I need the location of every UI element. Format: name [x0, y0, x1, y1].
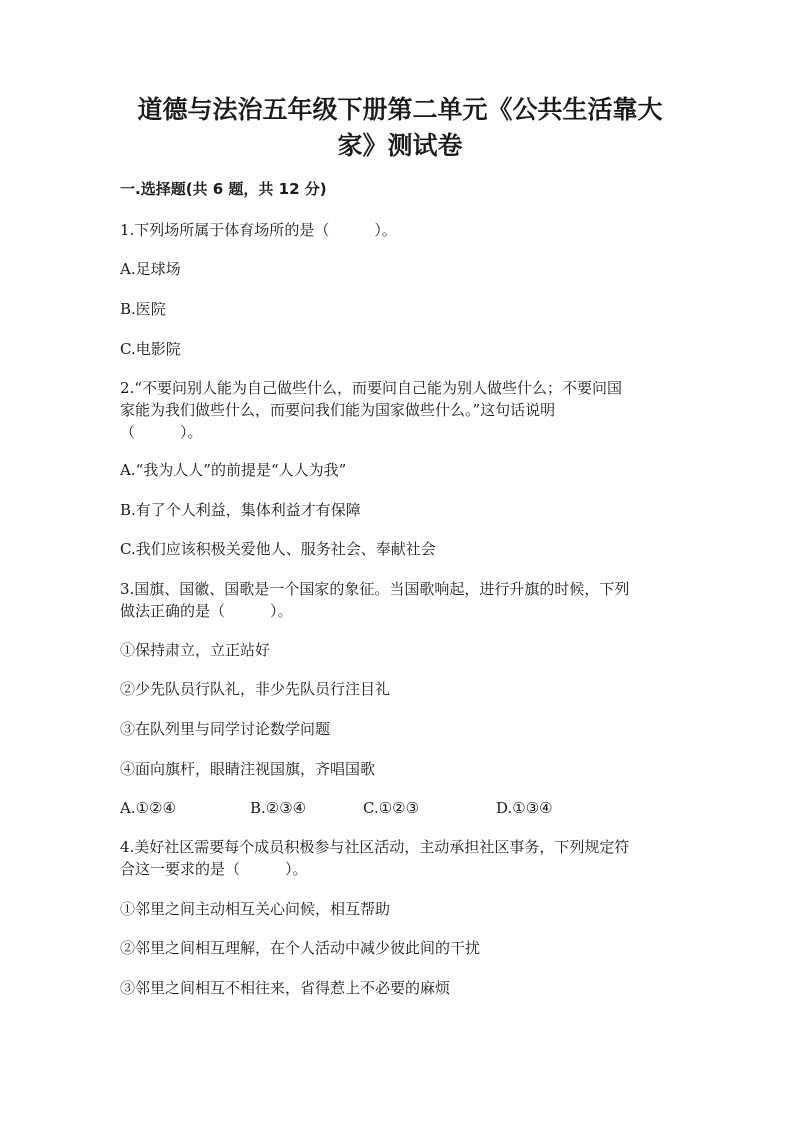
q3-stem-line-2: 做法正确的是（ ）。: [120, 602, 293, 620]
q1-stem: 1.下列场所属于体育场所的是（ ）。: [120, 221, 397, 239]
q4-item-3: ③邻里之间相互不相往来，省得惹上不必要的麻烦: [120, 979, 451, 997]
q2-stem-line-1: 2.“不要问别人能为自己做些什么，而要问自己能为别人做些什么；不要问国: [120, 379, 622, 397]
title-line-2: 家》测试卷: [337, 131, 463, 160]
q1-option-a: A.足球场: [120, 260, 181, 278]
q3-option-c: C.①②③: [363, 799, 420, 817]
q4-item-1: ①邻里之间主动相互关心问候，相互帮助: [120, 900, 391, 918]
q3-item-3: ③在队列里与同学讨论数学问题: [120, 720, 331, 738]
q2-option-c: C.我们应该积极关爱他人、服务社会、奉献社会: [120, 540, 436, 558]
q1-option-c: C.电影院: [120, 340, 181, 358]
q4-stem-line-1: 4.美好社区需要每个成员积极参与社区活动，主动承担社区事务，下列规定符: [120, 838, 630, 856]
q1-option-b: B.医院: [120, 300, 166, 318]
q2-stem-line-3: （ ）。: [120, 423, 203, 441]
q3-item-4: ④面向旗杆，眼睛注视国旗，齐唱国歌: [120, 760, 376, 778]
q4-item-2: ②邻里之间相互理解，在个人活动中减少彼此间的干扰: [120, 939, 481, 957]
page-title: [120, 92, 680, 164]
q3-option-d: D.①③④: [496, 799, 553, 817]
q3-item-2: ②少先队员行队礼，非少先队员行注目礼: [120, 680, 391, 698]
q2-stem-line-2: 家能为我们做些什么，而要问我们能为国家做些什么。”这句话说明: [120, 401, 556, 419]
q2-option-a: A.“我为人人”的前提是“人人为我”: [120, 461, 347, 479]
section-heading: 一.选择题(共 6 题，共 12 分): [120, 180, 327, 198]
q3-stem-line-1: 3.国旗、国徽、国歌是一个国家的象征。当国歌响起，进行升旗的时候，下列: [120, 580, 630, 598]
q3-option-a: A.①②④: [120, 799, 176, 817]
q4-stem-line-2: 合这一要求的是（ ）。: [120, 860, 308, 878]
q3-item-1: ①保持肃立，立正站好: [120, 641, 271, 659]
q2-option-b: B.有了个人利益，集体利益才有保障: [120, 501, 361, 519]
title-line-1: 道德与法治五年级下册第二单元《公共生活靠大: [137, 95, 663, 124]
q3-option-b: B.②③④: [250, 799, 307, 817]
